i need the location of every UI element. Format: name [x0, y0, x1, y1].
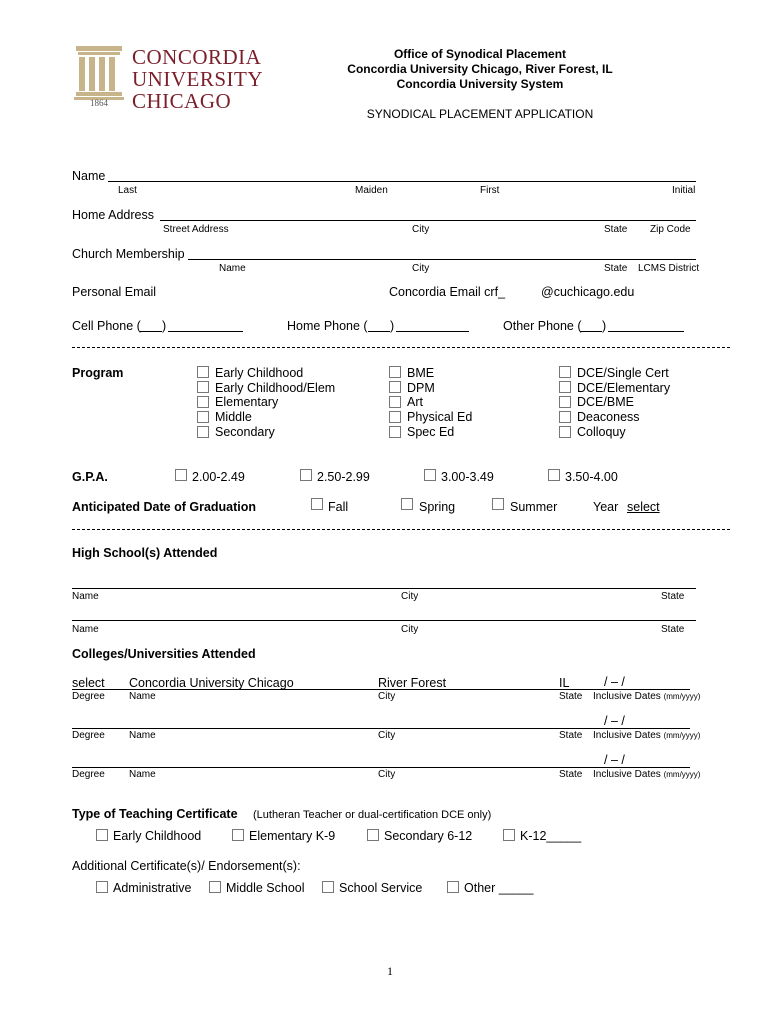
header-university: Concordia University Chicago, River Forest, IL [347, 62, 613, 76]
checkbox-cert-elementary[interactable] [232, 829, 244, 841]
checkbox-early-childhood[interactable] [197, 366, 209, 378]
address-sub-city: City [412, 224, 430, 235]
high-school-field-1[interactable] [72, 575, 696, 588]
graduation-option: Fall [328, 500, 349, 514]
program-option: Early Childhood/Elem [215, 381, 336, 395]
name-sub-initial: Initial [672, 185, 696, 196]
program-option: Art [407, 395, 423, 409]
col-sub-name: Name [129, 769, 156, 780]
home-address-label: Home Address [72, 208, 154, 222]
certificate-option: Elementary K-9 [249, 829, 336, 843]
college-city-value[interactable]: River Forest [378, 676, 447, 690]
col-sub-degree: Degree [72, 730, 105, 741]
checkbox-cert-secondary[interactable] [367, 829, 379, 841]
church-sub-state: State [604, 263, 628, 274]
church-sub-city: City [412, 263, 430, 274]
col-sub-dates: Inclusive Dates (mm/yyyy) [593, 769, 701, 780]
program-option: Colloquy [577, 425, 626, 439]
year-select[interactable]: select [627, 500, 660, 514]
checkbox-gpa-3[interactable] [424, 469, 436, 481]
program-option: Deaconess [577, 410, 640, 424]
checkbox-cert-early-childhood[interactable] [96, 829, 108, 841]
church-label: Church Membership [72, 247, 185, 261]
gpa-option: 3.50-4.00 [565, 470, 618, 484]
checkbox-deaconess[interactable] [559, 411, 571, 423]
program-label: Program [72, 366, 124, 380]
address-sub-street: Street Address [163, 224, 229, 235]
col-sub-degree: Degree [72, 691, 105, 702]
cell-phone-close: ) [162, 319, 167, 333]
certificate-option: Secondary 6-12 [384, 829, 473, 843]
program-option: DCE/Single Cert [577, 366, 669, 380]
col-sub-name: Name [129, 730, 156, 741]
col-sub-state: State [559, 730, 583, 741]
logo-year: 1864 [90, 98, 108, 108]
home-phone-field[interactable] [368, 318, 469, 331]
checkbox-secondary[interactable] [197, 426, 209, 438]
checkbox-early-childhood-elem[interactable] [197, 381, 209, 393]
name-field[interactable] [108, 168, 696, 181]
college-field-2[interactable] [72, 714, 592, 727]
church-field[interactable] [188, 246, 696, 259]
gpa-label: G.P.A. [72, 470, 108, 484]
checkbox-dce-elementary[interactable] [559, 381, 571, 393]
hs-sub-state: State [661, 624, 685, 635]
college-name-value[interactable]: Concordia University Chicago [129, 676, 294, 690]
high-school-title: High School(s) Attended [72, 546, 218, 560]
section-divider [72, 529, 730, 530]
personal-email-field[interactable] [165, 284, 375, 297]
home-address-field[interactable] [160, 207, 696, 220]
page-number: 1 [387, 964, 393, 978]
college-field-3[interactable] [72, 753, 592, 766]
program-option: DPM [407, 381, 435, 395]
col-sub-state: State [559, 769, 583, 780]
other-phone-field[interactable] [580, 318, 684, 331]
hs-sub-city: City [401, 624, 419, 635]
col-sub-name: Name [129, 691, 156, 702]
cell-phone-label: Cell Phone ( [72, 319, 141, 333]
year-label: Year [593, 500, 619, 514]
college-dates-3[interactable]: / – / [604, 753, 625, 767]
checkbox-summer[interactable] [492, 498, 504, 510]
concordia-email-domain: @cuchicago.edu [541, 285, 635, 299]
program-option: Secondary [215, 425, 275, 439]
additional-option: School Service [339, 881, 423, 895]
church-sub-district: LCMS District [638, 263, 700, 274]
checkbox-art[interactable] [389, 396, 401, 408]
high-school-field-2[interactable] [72, 607, 696, 620]
certificate-option: Early Childhood [113, 829, 202, 843]
checkbox-spring[interactable] [401, 498, 413, 510]
certificate-note: (Lutheran Teacher or dual-certification DCE only) [253, 809, 492, 821]
logo-line-1: CONCORDIA [132, 45, 262, 69]
church-sub-name: Name [219, 263, 246, 274]
program-option: Middle [215, 410, 252, 424]
checkbox-bme[interactable] [389, 366, 401, 378]
hs-sub-name: Name [72, 624, 99, 635]
program-option: BME [407, 366, 435, 380]
logo-line-3: CHICAGO [132, 89, 232, 113]
additional-option: Other _____ [464, 881, 534, 895]
checkbox-dce-bme[interactable] [559, 396, 571, 408]
checkbox-school-service[interactable] [322, 881, 334, 893]
checkbox-dpm[interactable] [389, 381, 401, 393]
cell-phone-field[interactable] [140, 318, 243, 331]
additional-option: Administrative [113, 881, 192, 895]
program-option: Elementary [215, 395, 279, 409]
checkbox-cert-k12[interactable] [503, 829, 515, 841]
additional-option: Middle School [226, 881, 305, 895]
graduation-option: Summer [510, 500, 558, 514]
address-sub-state: State [604, 224, 628, 235]
college-degree-select[interactable]: select [72, 676, 105, 690]
graduation-option: Spring [419, 500, 456, 514]
certificate-option: K-12_____ [520, 829, 582, 843]
checkbox-administrative[interactable] [96, 881, 108, 893]
name-sub-first: First [480, 185, 500, 196]
col-sub-city: City [378, 769, 396, 780]
header-office: Office of Synodical Placement [393, 47, 567, 61]
checkbox-fall[interactable] [311, 498, 323, 510]
other-phone-label: Other Phone ( [503, 319, 582, 333]
program-option: DCE/BME [577, 395, 634, 409]
gpa-option: 2.50-2.99 [317, 470, 370, 484]
section-divider [72, 347, 730, 348]
college-state-value[interactable]: IL [559, 676, 570, 690]
checkbox-physical-ed[interactable] [389, 411, 401, 423]
logo-line-2: UNIVERSITY [132, 67, 263, 91]
checkbox-spec-ed[interactable] [389, 426, 401, 438]
hs-sub-city: City [401, 591, 419, 602]
name-label: Name [72, 169, 106, 183]
other-phone-close: ) [602, 319, 607, 333]
checkbox-gpa-4[interactable] [548, 469, 560, 481]
col-sub-city: City [378, 691, 396, 702]
checkbox-middle[interactable] [197, 411, 209, 423]
program-option: Early Childhood [215, 366, 304, 380]
page-title: SYNODICAL PLACEMENT APPLICATION [366, 107, 594, 121]
college-dates-value[interactable]: / – / [604, 675, 625, 689]
name-sub-maiden: Maiden [355, 185, 388, 196]
hs-sub-name: Name [72, 591, 99, 602]
additional-title: Additional Certificate(s)/ Endorsement(s): [72, 859, 301, 873]
personal-email-label: Personal Email [72, 285, 157, 299]
graduation-label: Anticipated Date of Graduation [72, 500, 257, 514]
header-system: Concordia University System [396, 77, 564, 91]
col-sub-degree: Degree [72, 769, 105, 780]
concordia-email-field[interactable] [512, 284, 540, 297]
checkbox-elementary[interactable] [197, 396, 209, 408]
checkbox-colloquy[interactable] [559, 426, 571, 438]
concordia-email-label: Concordia Email crf_ [389, 285, 506, 299]
col-sub-dates: Inclusive Dates (mm/yyyy) [593, 730, 701, 741]
address-sub-zip: Zip Code [650, 224, 691, 235]
checkbox-dce-single[interactable] [559, 366, 571, 378]
home-phone-label: Home Phone ( [287, 319, 368, 333]
col-sub-dates: Inclusive Dates (mm/yyyy) [593, 691, 701, 702]
gpa-option: 3.00-3.49 [441, 470, 494, 484]
hs-sub-state: State [661, 591, 685, 602]
college-dates-2[interactable]: / – / [604, 714, 625, 728]
gpa-option: 2.00-2.49 [192, 470, 245, 484]
checkbox-gpa-1[interactable] [175, 469, 187, 481]
program-option: Spec Ed [407, 425, 455, 439]
name-sub-last: Last [118, 185, 137, 196]
checkbox-middle-school[interactable] [209, 881, 221, 893]
colleges-title: Colleges/Universities Attended [72, 647, 256, 661]
checkbox-gpa-2[interactable] [300, 469, 312, 481]
certificate-title: Type of Teaching Certificate [72, 807, 238, 821]
program-option: Physical Ed [407, 410, 473, 424]
checkbox-other[interactable] [447, 881, 459, 893]
program-option: DCE/Elementary [577, 381, 671, 395]
col-sub-state: State [559, 691, 583, 702]
col-sub-city: City [378, 730, 396, 741]
home-phone-close: ) [390, 319, 395, 333]
